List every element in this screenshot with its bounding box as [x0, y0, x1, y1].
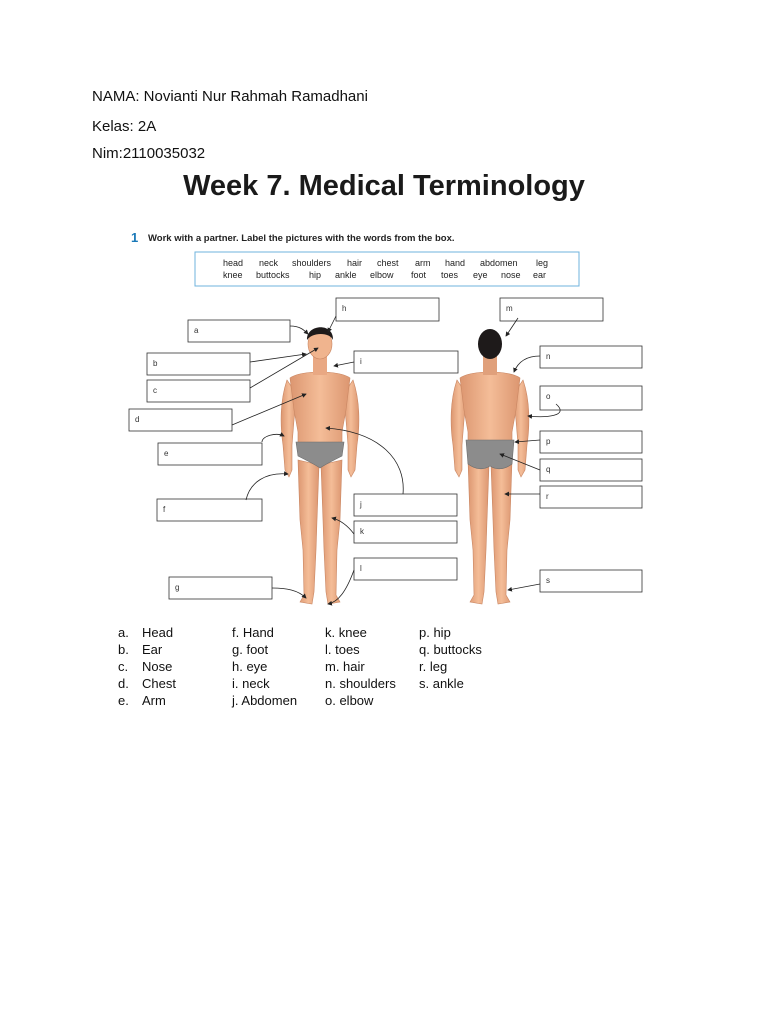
label-box-letter: j — [360, 500, 362, 509]
word-box-item: foot — [411, 270, 427, 280]
answer-item: s. ankle — [419, 676, 464, 691]
label-box-o — [540, 386, 642, 410]
label-box-k — [354, 521, 457, 543]
label-box-s — [540, 570, 642, 592]
back-figure — [451, 329, 529, 604]
body-diagram-worksheet — [0, 220, 768, 620]
word-box-item: abdomen — [480, 258, 518, 268]
label-box-letter: e — [164, 449, 169, 458]
answer-column-2 — [232, 624, 297, 709]
label-box-letter: s — [546, 576, 550, 585]
answer-letter: c. — [118, 659, 129, 674]
answer-item: p. hip — [419, 625, 451, 640]
answer-item: m. hair — [325, 659, 365, 674]
word-box-item: ear — [533, 270, 547, 280]
label-box-letter: g — [175, 583, 180, 592]
page-title: Week 7. Medical Terminology — [183, 170, 585, 202]
label-box-n — [540, 346, 642, 368]
word-box-item: eye — [473, 270, 488, 280]
label-box-c — [147, 380, 250, 402]
word-box-item: hair — [347, 258, 363, 268]
answer-letter: b. — [118, 642, 129, 657]
label-box-e — [158, 443, 262, 465]
label-box-letter: m — [506, 304, 513, 313]
answer-item: f. Hand — [232, 625, 274, 640]
label-box-r — [540, 486, 642, 508]
label-box-h — [336, 298, 439, 321]
word-box-item: hand — [445, 258, 466, 268]
answer-term: Ear — [142, 642, 163, 657]
label-box-l — [354, 558, 457, 580]
word-box-item: head — [223, 258, 244, 268]
answer-item: n. shoulders — [325, 676, 396, 691]
answer-column-4 — [419, 624, 482, 692]
word-box-item: arm — [415, 258, 431, 268]
student-name: NAMA: Novianti Nur Rahmah Ramadhani — [92, 88, 368, 105]
label-box-letter: o — [546, 392, 551, 401]
answer-item: q. buttocks — [419, 642, 482, 657]
answer-column-3 — [325, 624, 396, 709]
answer-item: j. Abdomen — [232, 693, 298, 708]
label-box-letter: c — [153, 386, 157, 395]
answer-item: k. knee — [325, 625, 367, 640]
word-box-item: hip — [309, 270, 322, 280]
label-box-j — [354, 494, 457, 516]
answer-item: i. neck — [232, 676, 270, 691]
label-box-letter: k — [360, 527, 364, 536]
word-box-item: toes — [441, 270, 459, 280]
label-box-d — [129, 409, 232, 431]
word-box-item: elbow — [370, 270, 394, 280]
label-box-p — [540, 431, 642, 453]
answer-item: l. toes — [325, 642, 360, 657]
label-box-letter: n — [546, 352, 551, 361]
label-box-letter: b — [153, 359, 158, 368]
word-box-item: ankle — [335, 270, 357, 280]
answer-term: Head — [142, 625, 174, 640]
word-box-item: neck — [259, 258, 279, 268]
answer-item: h. eye — [232, 659, 268, 674]
label-box-f — [157, 499, 262, 521]
word-box-row-1 — [223, 258, 548, 268]
label-box-letter: a — [194, 326, 199, 335]
word-box-item: leg — [536, 258, 549, 268]
label-box-letter: q — [546, 465, 551, 474]
student-class: Kelas: 2A — [92, 118, 157, 135]
word-box-item: shoulders — [292, 258, 332, 268]
label-box-letter: r — [546, 492, 549, 501]
student-nim: Nim:2110035032 — [92, 145, 206, 162]
answer-item: g. foot — [232, 642, 269, 657]
label-box-letter: i — [360, 357, 362, 366]
answer-letter: d. — [118, 676, 129, 691]
label-box-letter: f — [163, 505, 166, 514]
answer-letter: a. — [118, 625, 129, 640]
label-box-g — [169, 577, 272, 599]
answer-letter: e. — [118, 693, 129, 708]
label-box-letter: l — [360, 564, 362, 573]
exercise-instruction: Work with a partner. Label the pictures with the words from the box. — [148, 233, 455, 244]
label-box-m — [500, 298, 603, 321]
answer-column-1 — [118, 624, 176, 709]
word-box-item: buttocks — [256, 270, 290, 280]
answer-item: r. leg — [419, 659, 448, 674]
label-box-b — [147, 353, 250, 375]
front-figure — [281, 327, 359, 604]
exercise-number: 1 — [131, 230, 139, 245]
label-box-letter: p — [546, 437, 551, 446]
answer-item: o. elbow — [325, 693, 374, 708]
word-box-item: nose — [501, 270, 521, 280]
label-box-a — [188, 320, 290, 342]
word-box-item: knee — [223, 270, 243, 280]
answer-term: Arm — [142, 693, 166, 708]
label-box-letter: h — [342, 304, 347, 313]
label-box-letter: d — [135, 415, 140, 424]
label-box-i — [354, 351, 458, 373]
answer-term: Nose — [142, 659, 173, 674]
label-box-q — [540, 459, 642, 481]
answer-term: Chest — [142, 676, 176, 691]
word-box-item: chest — [377, 258, 399, 268]
label-boxes — [129, 298, 642, 599]
